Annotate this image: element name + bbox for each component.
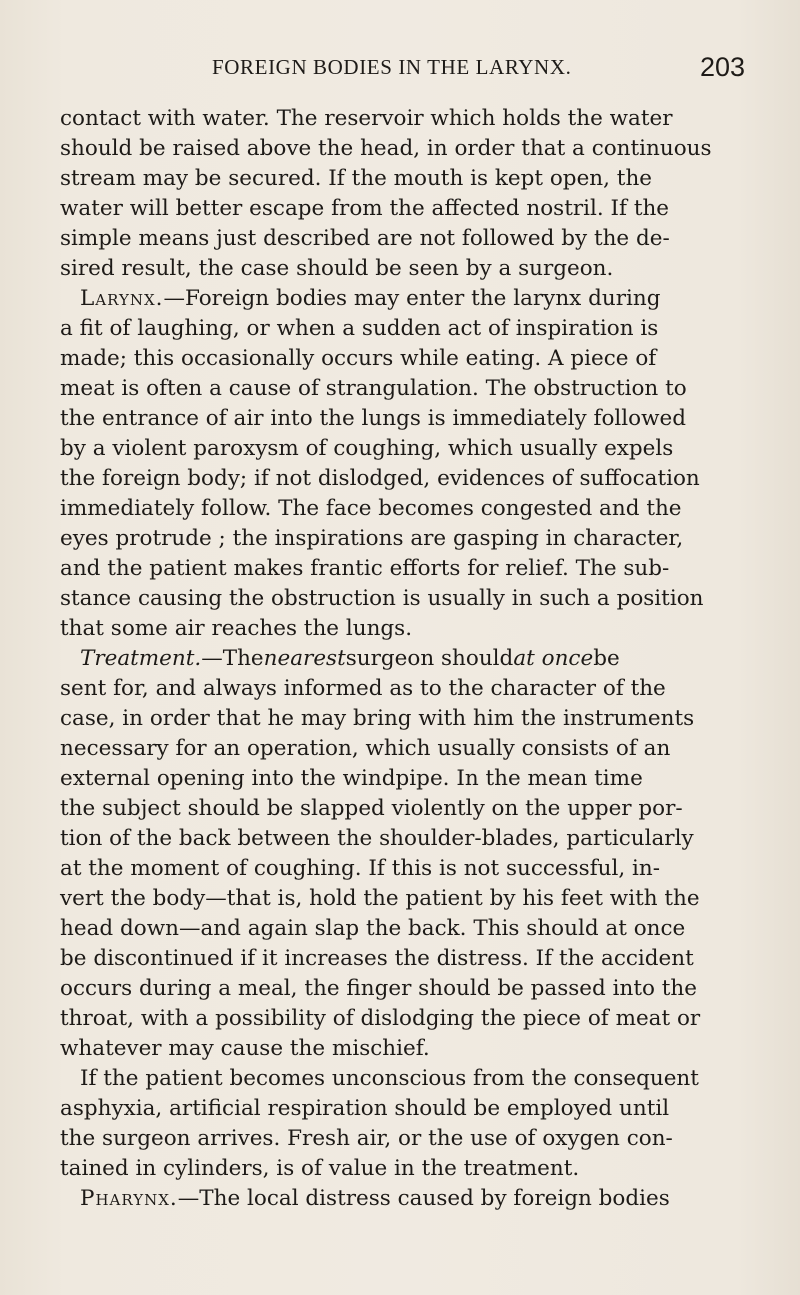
text-run: —Foreign bodies may enter the larynx during	[163, 286, 661, 311]
text-line	[0, 104, 800, 134]
text-line	[0, 404, 800, 434]
text-line	[0, 1124, 800, 1154]
text-line	[0, 494, 800, 524]
text-line	[0, 254, 800, 284]
text-line-content: whatever may cause the mischief.	[60, 1036, 430, 1061]
text-line-content: tained in cylinders, is of value in the treatment.	[60, 1156, 580, 1181]
text-line-content: throat, with a possibility of dislodging the piece of meat or	[60, 1006, 701, 1031]
text-line	[0, 794, 800, 824]
text-run: be	[593, 646, 620, 671]
text-line	[0, 914, 800, 944]
text-line	[0, 884, 800, 914]
text-line	[0, 614, 800, 644]
text-line	[0, 764, 800, 794]
text-line	[0, 854, 800, 884]
text-line-content: immediately follow. The face becomes congested and the	[60, 496, 682, 521]
text-line	[0, 944, 800, 974]
text-line	[0, 164, 800, 194]
running-head-title: FOREIGN BODIES IN THE LARYNX.	[212, 55, 572, 79]
text-line-content: eyes protrude ; the inspirations are gasping in character,	[60, 526, 684, 551]
text-line	[0, 1064, 800, 1094]
text-line-content: vert the body—that is, hold the patient by his feet with the	[60, 886, 700, 911]
text-line-content: should be raised above the head, in order that a continuous	[60, 136, 712, 161]
text-line	[0, 734, 800, 764]
emphasis-nearest: nearest	[263, 646, 346, 671]
text-line-content: be discontinued if it increases the distress. If the accident	[60, 946, 694, 971]
text-line-content: case, in order that he may bring with him the instruments	[60, 706, 695, 731]
text-line-content	[80, 284, 661, 314]
text-line-content: necessary for an operation, which usually consists of an	[60, 736, 671, 761]
text-run: surgeon should	[345, 646, 514, 671]
text-line-content: simple means just described are not followed by the de-	[60, 226, 670, 251]
text-line-content: sent for, and always informed as to the character of the	[60, 676, 666, 701]
text-line	[0, 434, 800, 464]
text-line-content: the foreign body; if not dislodged, evidences of suffocation	[60, 466, 700, 491]
text-line	[0, 1154, 800, 1184]
text-line	[0, 464, 800, 494]
text-line	[0, 674, 800, 704]
section-heading-treatment: Treatment.	[80, 646, 202, 671]
text-line-content: occurs during a meal, the finger should be passed into the	[60, 976, 697, 1001]
text-line-content: made; this occasionally occurs while eating. A piece of	[60, 346, 657, 371]
text-line-content: water will better escape from the affected nostril. If the	[60, 196, 670, 221]
text-line-content: head down—and again slap the back. This should at once	[60, 916, 686, 941]
section-heading-larynx: Larynx.	[80, 286, 164, 311]
text-line-treatment	[0, 644, 800, 674]
text-line	[0, 974, 800, 1004]
text-line-content: external opening into the windpipe. In the mean time	[60, 766, 643, 791]
emphasis-at-once: at once	[513, 646, 594, 671]
text-line-content: by a violent paroxysm of coughing, which usually expels	[60, 436, 674, 461]
text-line-content: the subject should be slapped violently on the upper por-	[60, 796, 683, 821]
text-line-content	[80, 644, 620, 674]
text-line-content: at the moment of coughing. If this is not successful, in-	[60, 856, 661, 881]
text-line	[0, 1004, 800, 1034]
text-line	[0, 224, 800, 254]
text-line	[0, 584, 800, 614]
text-line-content: asphyxia, artificial respiration should be employed until	[60, 1096, 670, 1121]
text-line	[0, 194, 800, 224]
text-line-content: contact with water. The reservoir which holds the water	[60, 106, 673, 131]
text-line-content: and the patient makes frantic efforts for relief. The sub-	[60, 556, 670, 581]
text-line-larynx	[0, 284, 800, 314]
text-line	[0, 1094, 800, 1124]
text-line-content: the surgeon arrives. Fresh air, or the use of oxygen con-	[60, 1126, 673, 1151]
text-line-content: tion of the back between the shoulder-blades, particularly	[60, 826, 694, 851]
text-line-content: stance causing the obstruction is usually in such a position	[60, 586, 704, 611]
text-line-pharynx	[0, 1184, 800, 1214]
text-line	[0, 314, 800, 344]
text-line	[0, 344, 800, 374]
text-line	[0, 704, 800, 734]
section-heading-pharynx: Pharynx.	[80, 1186, 178, 1211]
text-run: —The local distress caused by foreign bodies	[177, 1186, 670, 1211]
text-line-content: stream may be secured. If the mouth is kept open, the	[60, 166, 653, 191]
text-line	[0, 524, 800, 554]
text-line	[0, 374, 800, 404]
page-number: 203	[700, 52, 746, 82]
text-run: —The	[201, 646, 264, 671]
text-line	[0, 134, 800, 164]
text-line-content: a fit of laughing, or when a sudden act of inspiration is	[60, 316, 659, 341]
text-line-content: meat is often a cause of strangulation. The obstruction to	[60, 376, 687, 401]
text-line-content: If the patient becomes unconscious from the consequent	[80, 1066, 699, 1091]
text-line	[0, 824, 800, 854]
text-line-content: sired result, the case should be seen by a surgeon.	[60, 256, 614, 281]
text-line	[0, 554, 800, 584]
text-line	[0, 1034, 800, 1064]
text-line-content: the entrance of air into the lungs is immediately followed	[60, 406, 687, 431]
text-line-content: that some air reaches the lungs.	[60, 616, 413, 641]
text-line-content	[80, 1184, 670, 1214]
